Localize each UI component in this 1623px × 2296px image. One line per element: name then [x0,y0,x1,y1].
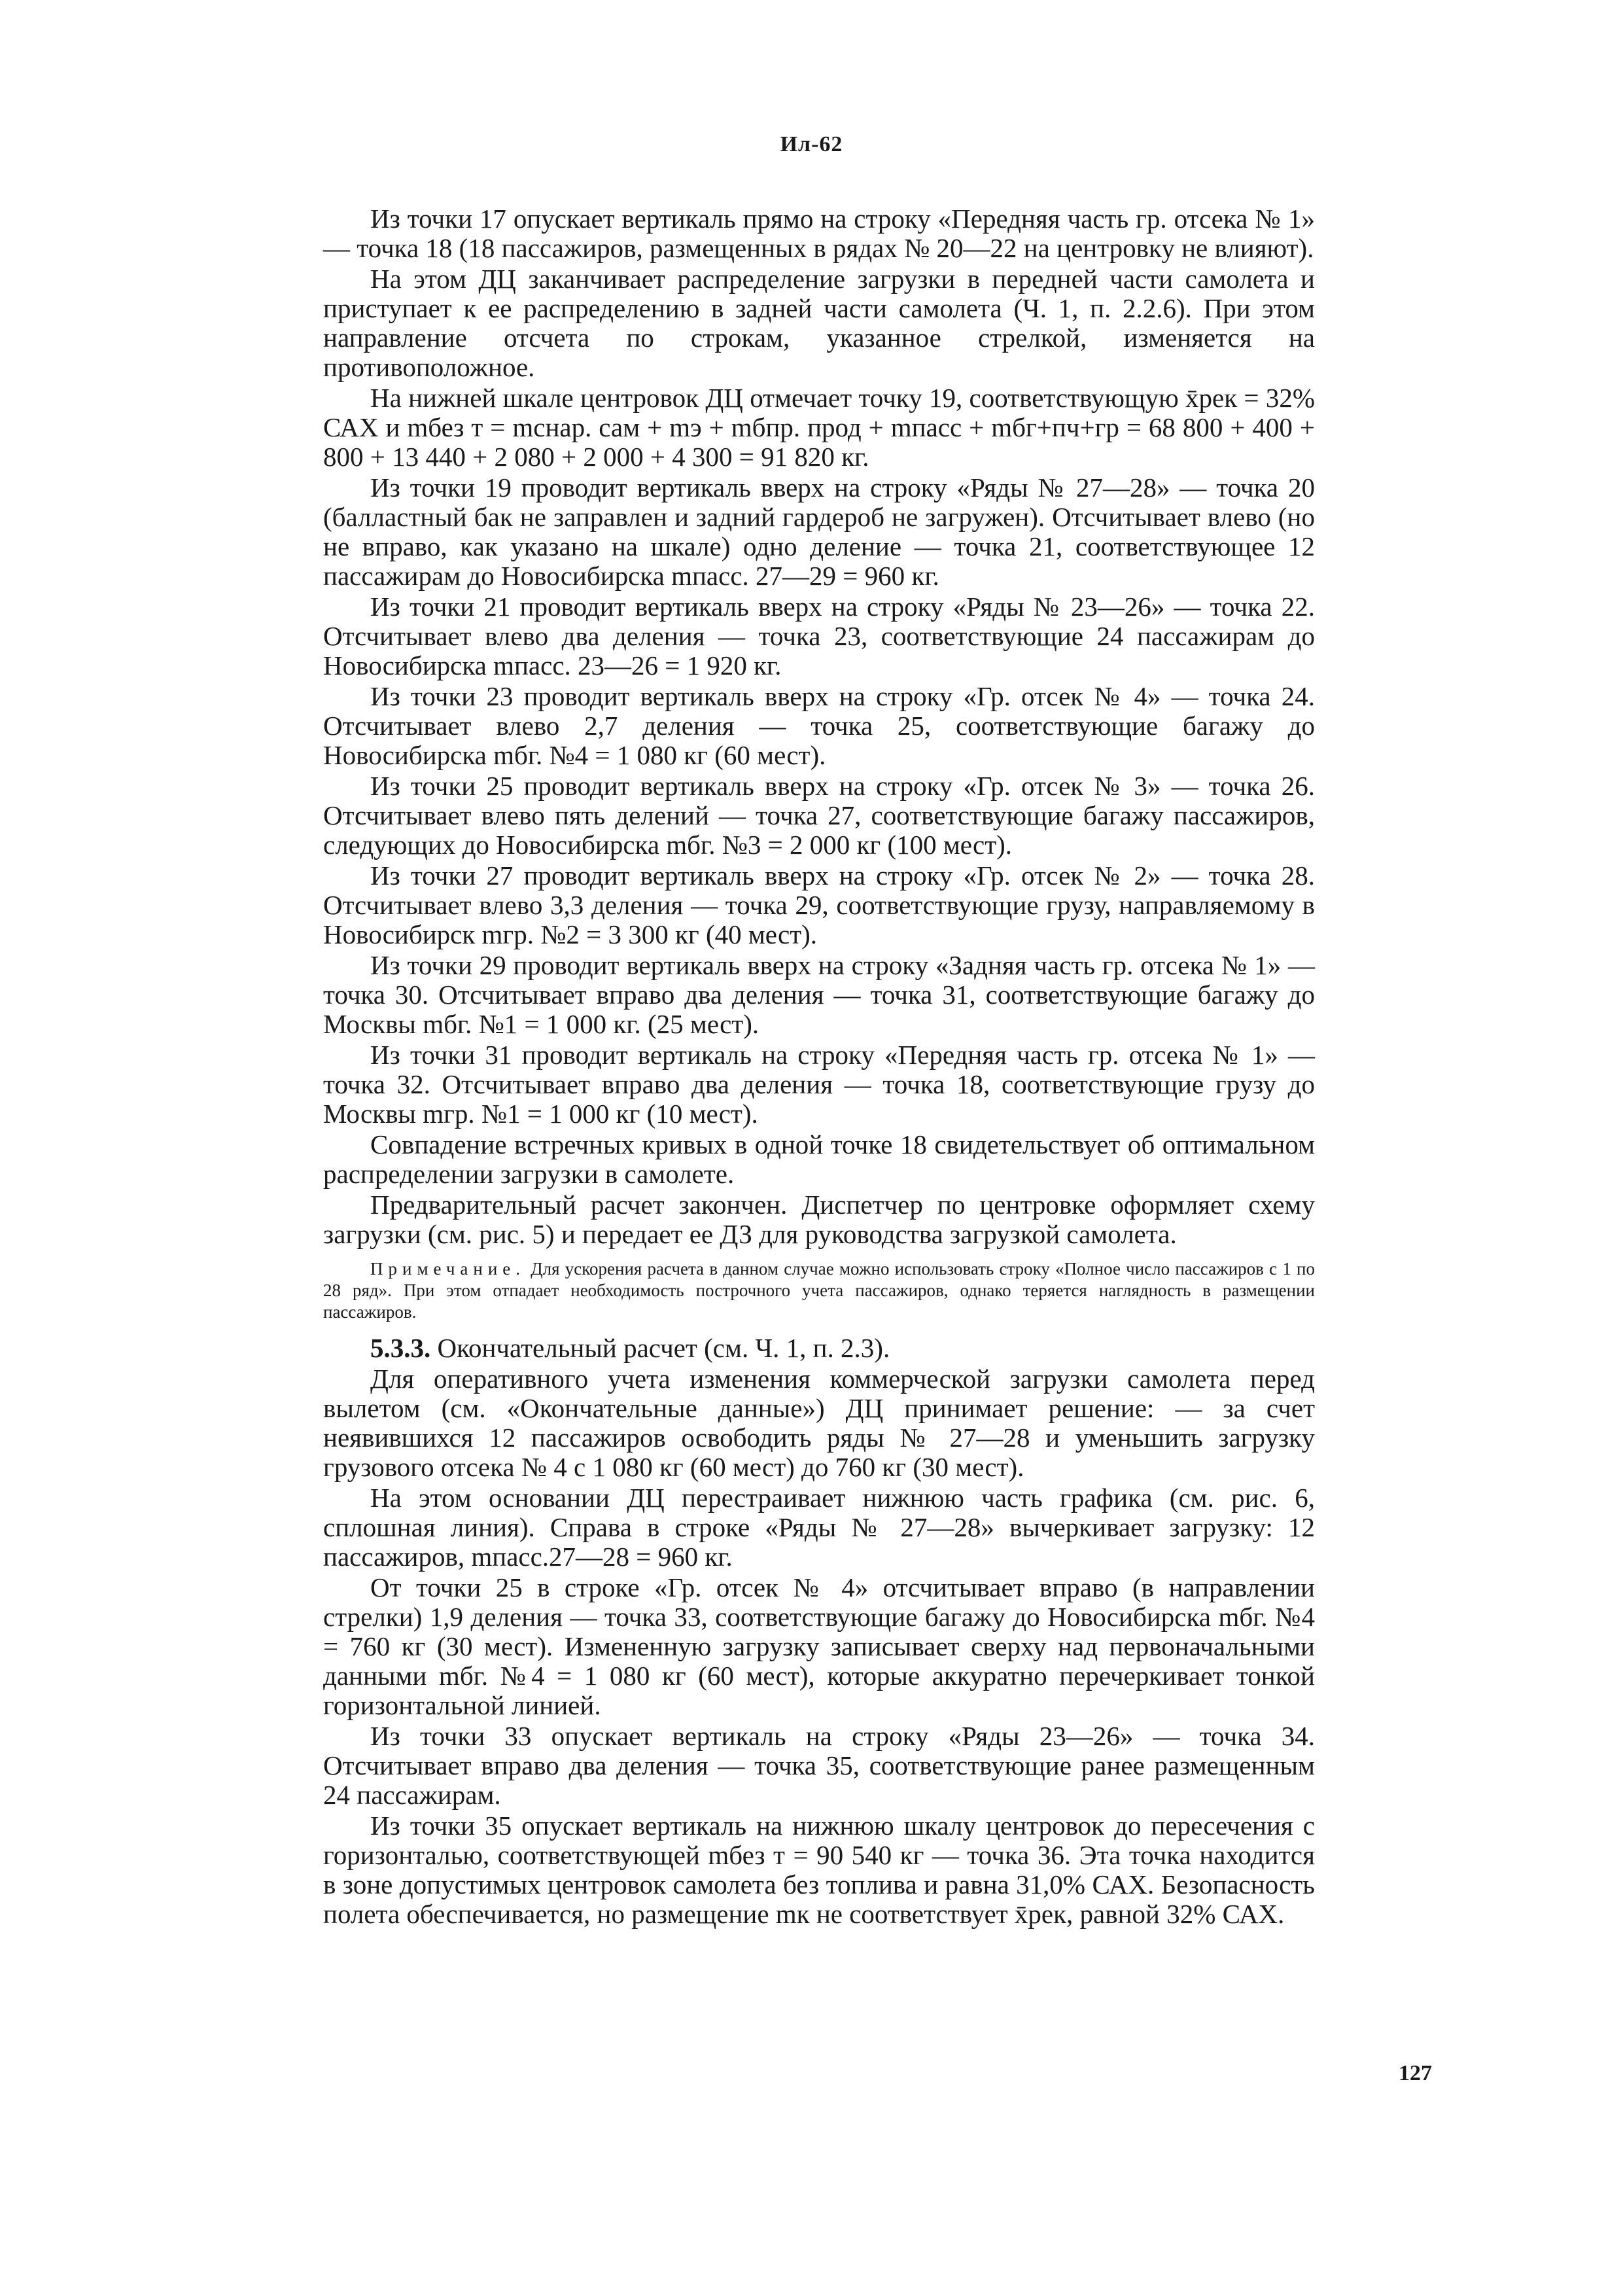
page-number: 127 [1399,2061,1432,2085]
paragraph: Для оперативного учета изменения коммерческой загрузки самолета перед вылетом (см. «Окончательные данные») ДЦ принимает решение: — за счет неявившихся 12 пассажиров освободить ряды № 27—28 и уменьшить загрузку грузового отсека № 4 с 1 080 кг (60 мест) до 760 кг (30 мест). [323,1364,1315,1482]
paragraph: Из точки 35 опускает вертикаль на нижнюю шкалу центровок до пересечения с горизонталью, соответствующей mбез т = 90 540 кг — точка 36. Эта точка находится в зоне допустимых центровок самолета без топлива и равна 31,0% САХ. Безопасность полета обеспечивается, но размещение mк не соответствует x̄рек, равной 32% САХ. [323,1810,1315,1929]
section-title: Окончательный расчет (см. Ч. 1, п. 2.3). [437,1333,890,1363]
paragraph: Из точки 23 проводит вертикаль вверх на строку «Гр. отсек № 4» — точка 24. Отсчитывает влево 2,7 деления — точка 25, соответствующие багажу до Новосибирска mбг. №4 = 1 080 кг (60 мест). [323,681,1315,770]
paragraph: На нижней шкале центровок ДЦ отмечает точку 19, соответствующую x̄рек = 32% САХ и mбез т = mснар. сам + mэ + mбпр. прод + mпасс + mбг+пч+гр = 68 800 + 400 + 800 + 13 440 + 2 080 + 2 000 + 4 300 = 91 820 кг. [323,383,1315,472]
paragraph: Из точки 17 опускает вертикаль прямо на строку «Передняя часть гр. отсека № 1» — точка 18 (18 пассажиров, размещенных в рядах № 20—22 на центровку не влияют). [323,203,1315,263]
paragraph: Из точки 25 проводит вертикаль вверх на строку «Гр. отсек № 3» — точка 26. Отсчитывает влево пять делений — точка 27, соответствующие багажу пассажиров, следующих до Новосибирска mбг. №3 = 2 000 кг (100 мест). [323,771,1315,860]
paragraph: Из точки 31 проводит вертикаль на строку «Передняя часть гр. отсека № 1» — точка 32. Отсчитывает вправо два деления — точка 18, соответствующие грузу до Москвы mгр. №1 = 1 000 кг (10 мест). [323,1040,1315,1129]
paragraph: Из точки 29 проводит вертикаль вверх на строку «Задняя часть гр. отсека № 1» — точка 30. Отсчитывает вправо два деления — точка 31, соответствующие багажу до Москвы mбг. №1 = 1 000 кг. (25 мест). [323,950,1315,1039]
paragraph: Из точки 33 опускает вертикаль на строку «Ряды 23—26» — точка 34. Отсчитывает вправо два деления — точка 35, соответствующие ранее размещенным 24 пассажирам. [323,1721,1315,1810]
paragraph: Из точки 19 проводит вертикаль вверх на строку «Ряды № 27—28» — точка 20 (балластный бак не заправлен и задний гардероб не загружен). Отсчитывает влево (но не вправо, как указано на шкале) одно деление — точка 21, соответствующее 12 пассажирам до Новосибирска mпасс. 27—29 = 960 кг. [323,472,1315,591]
paragraph: На этом ДЦ заканчивает распределение загрузки в передней части самолета и приступает к ее распределению в задней части самолета (Ч. 1, п. 2.2.6). При этом направление отсчета по строкам, указанное стрелкой, изменяется на противоположное. [323,264,1315,382]
paragraph: Совпадение встречных кривых в одной точке 18 свидетельствует об оптимальном распределении загрузки в самолете. [323,1129,1315,1189]
paragraph: Из точки 27 проводит вертикаль вверх на строку «Гр. отсек № 2» — точка 28. Отсчитывает влево 3,3 деления — точка 29, соответствующие грузу, направляемому в Новосибирск mгр. №2 = 3 300 кг (40 мест). [323,860,1315,949]
page-header: Ил-62 [780,132,843,156]
paragraph: На этом основании ДЦ перестраивает нижнюю часть графика (см. рис. 6, сплошная линия). Справа в строке «Ряды № 27—28» вычеркивает загрузку: 12 пассажиров, mпасс.27—28 = 960 кг. [323,1483,1315,1572]
paragraph: От точки 25 в строке «Гр. отсек № 4» отсчитывает вправо (в направлении стрелки) 1,9 деления — точка 33, соответствующие багажу до Новосибирска mбг. №4 = 760 кг (30 мест). Измененную загрузку записывает сверху над первоначальными данными mбг. №4 = 1 080 кг (60 мест), которые аккуратно перечеркивает тонкой горизонтальной линией. [323,1572,1315,1720]
note-label: Примечание. [370,1259,526,1279]
note [323,1258,1315,1323]
note-text: Для ускорения расчета в данном случае можно использовать строку «Полное число пассажиров с 1 по 28 ряд». При этом отпадает необходимость построчного учета пассажиров, однако теряется наглядность в размещении пассажиров. [323,1259,1316,1322]
section-number: 5.3.3. [370,1333,431,1363]
paragraph: Из точки 21 проводит вертикаль вверх на строку «Ряды № 23—26» — точка 22. Отсчитывает влево два деления — точка 23, соответствующие 24 пассажирам до Новосибирска mпасс. 23—26 = 1 920 кг. [323,592,1315,680]
page-body [323,204,1315,1930]
section-heading [323,1333,1315,1363]
paragraph: Предварительный расчет закончен. Диспетчер по центровке оформляет схему загрузки (см. рис. 5) и передает ее ДЗ для руководства загрузкой самолета. [323,1190,1315,1249]
